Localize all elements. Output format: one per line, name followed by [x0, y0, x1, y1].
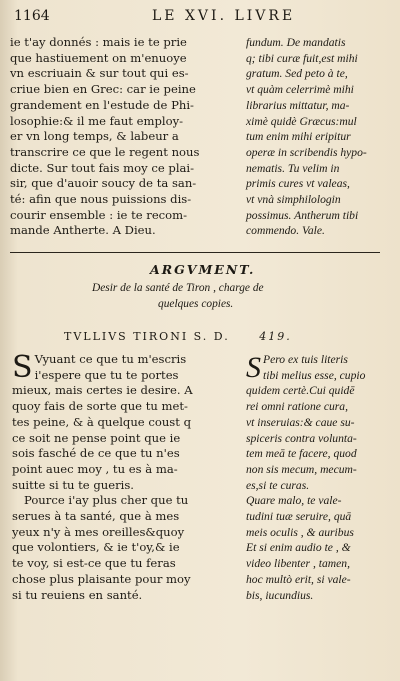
text-line: es,si te curas. [246, 478, 310, 492]
text-line: bis, iucundius. [246, 588, 314, 602]
text-line: té: afin que nous puissions dis- [10, 192, 192, 207]
text-line: fundum. De mandatis [246, 36, 346, 49]
running-title: LE XVI. LIVRE [152, 8, 296, 24]
text-line: operæ in scribendis hypo- [246, 145, 367, 159]
text-line: transcrire ce que le regent nous [10, 144, 200, 159]
text-line: grandement en l'estude de Phi- [10, 97, 194, 112]
text-line: vt quàm celerrimè mihi [246, 83, 354, 97]
text-line: suitte si tu te gueris. [12, 477, 134, 492]
text-line: te voy, si est-ce que tu feras [12, 556, 176, 571]
text-line: ce soit ne pense point que ie [12, 430, 181, 445]
text-line: Pource i'ay plus cher que tu [24, 493, 189, 508]
text-line: tes peine, & à quelque coust q [12, 414, 191, 429]
text-line: vn escriuain & sur tout qui es- [10, 66, 189, 81]
text-line: que hastiuement on m'enuoye [10, 50, 187, 65]
text-line: Pero ex tuis literis [263, 353, 348, 366]
text-line: tibi melius esse, cupio [263, 368, 366, 382]
text-line: serues à ta santé, que à mes [12, 509, 180, 524]
argument-title: ARGVMENT. [150, 262, 256, 277]
body-latin-column [246, 352, 388, 603]
text-line: Quare malo, te vale- [246, 494, 342, 508]
text-line: ximè quidè Græcus:mul [246, 114, 357, 128]
text-line: i'espere que tu te portes [34, 367, 179, 382]
text-line: vt vnà simphilologin [246, 193, 341, 207]
text-line: sir, que d'auoir soucy de ta san- [10, 176, 197, 191]
text-line: er vn long temps, & labeur a [10, 129, 179, 144]
text-line: sois fasché de ce que tu n'es [12, 446, 180, 461]
text-line: tem meā te facere, quod [246, 447, 357, 461]
text-line: commendo. Vale. [246, 224, 325, 238]
text-line: librarius mittatur, ma- [246, 98, 350, 112]
text-line: possimus. Antherum tibi [246, 208, 359, 222]
salutation-text: TVLLIVS TIRONI S. D. [64, 330, 230, 343]
drop-cap: S [12, 350, 33, 385]
text-line: non sis mecum, mecum- [246, 462, 357, 476]
text-line: dicte. Sur tout fais moy ce plai- [10, 160, 195, 175]
text-line: quidem certè.Cui quidē [246, 384, 355, 398]
text-line: q; tibi curæ fuit,est mihi [246, 51, 358, 65]
section-rule [10, 252, 380, 253]
text-line: vt inseruias:& caue su- [246, 415, 355, 429]
text-line: spiceris contra volunta- [246, 431, 357, 445]
text-line: que volontiers, & ie t'oy,& ie [12, 540, 180, 555]
text-line: mande Antherte. A Dieu. [10, 223, 156, 238]
text-line: mieux, mais certes ie desire. A [12, 383, 193, 398]
text-line: gratum. Sed peto à te, [246, 67, 348, 81]
text-line: primis cures vt valeas, [246, 177, 350, 191]
text-line: nematis. Tu velim in [246, 161, 340, 175]
text-line: quoy fais de sorte que tu met- [12, 399, 188, 414]
text-line: hoc multò erit, si vale- [246, 572, 351, 586]
text-line: tum enim mihi eripitur [246, 130, 351, 144]
letter-number: 419. [259, 330, 292, 343]
body-french-column [12, 352, 237, 603]
text-line: tudini tuæ seruire, quā [246, 510, 352, 524]
text-line: Et si enim audio te , & [246, 541, 351, 555]
text-line: Vyuant ce que tu m'escris [34, 352, 187, 366]
text-line: point auec moy , tu es à ma- [12, 461, 178, 476]
text-line: video libenter , tamen, [246, 557, 350, 571]
text-line: rei omni ratione cura, [246, 400, 348, 414]
page-header [14, 8, 378, 24]
text-line: si tu reuiens en santé. [12, 587, 143, 602]
text-line: yeux n'y à mes oreilles&quoy [12, 524, 185, 539]
top-french-column [10, 35, 242, 239]
text-line: meis oculis , & auribus [246, 525, 354, 539]
text-line: chose plus plaisante pour moy [12, 571, 191, 586]
top-latin-column [246, 35, 388, 239]
text-line: criue bien en Grec: car ie peine [10, 82, 196, 97]
text-line: ie t'ay donnés : mais ie te prie [10, 35, 187, 49]
argument-line: Desir de la santé de Tiron , charge de [92, 282, 264, 294]
page-number: 1164 [14, 8, 50, 24]
argument-line: quelques copies. [158, 298, 234, 310]
text-line: courir ensemble : ie te recom- [10, 207, 188, 222]
drop-cap: S [246, 351, 261, 384]
letter-salutation [64, 330, 292, 343]
text-line: losophie:& il me faut employ- [10, 113, 184, 128]
